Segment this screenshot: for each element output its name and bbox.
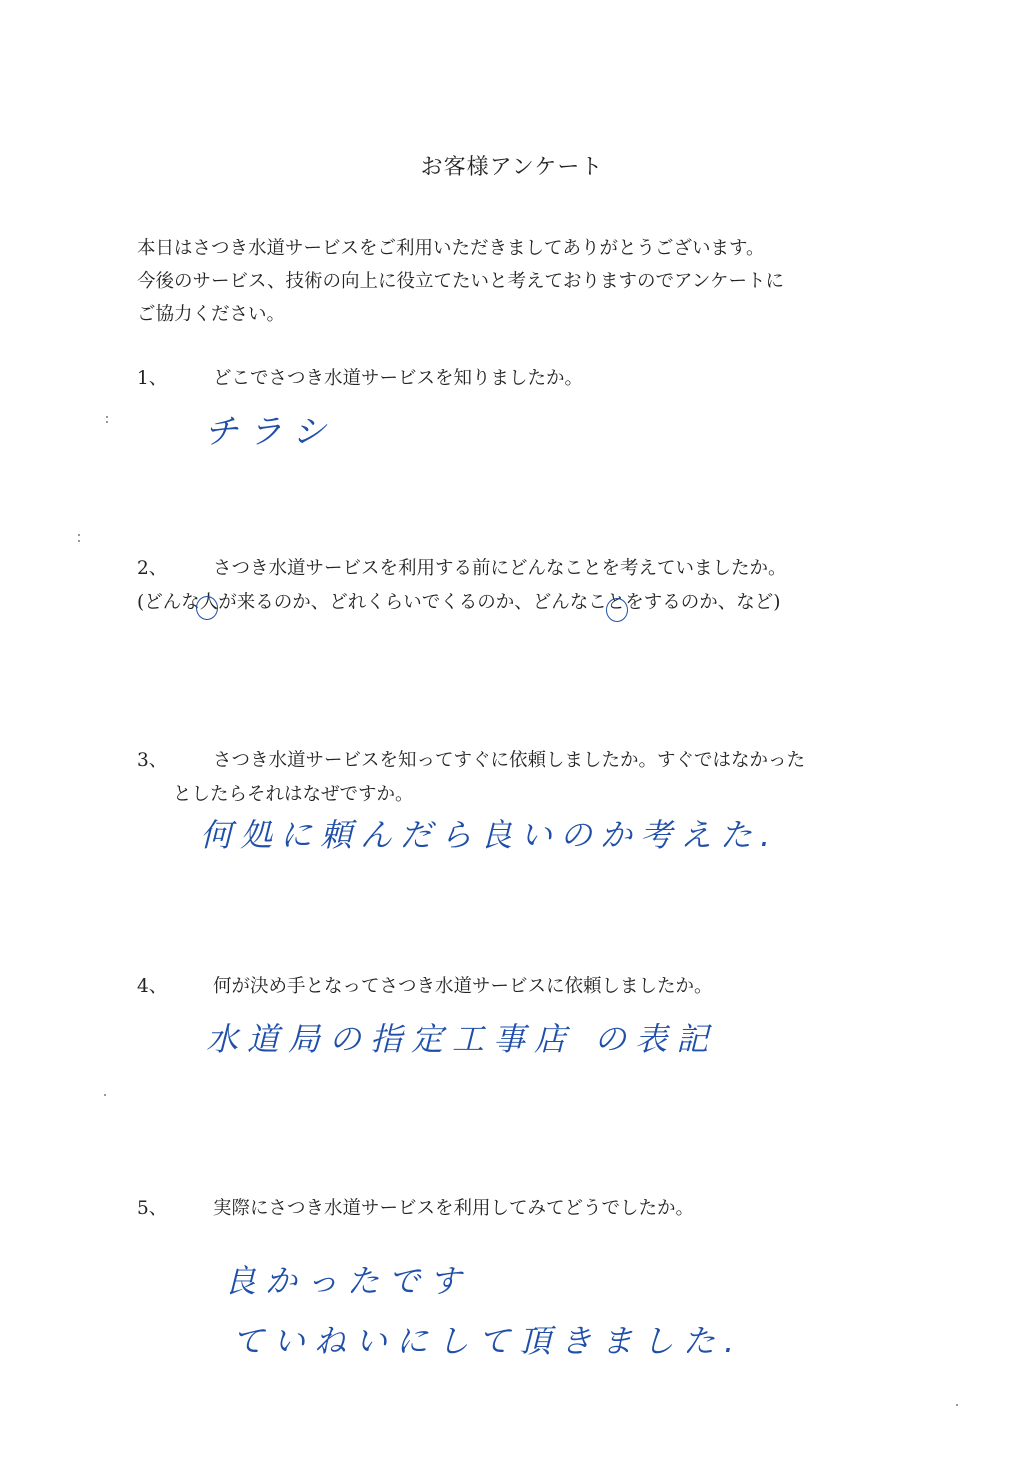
- scan-speck: [956, 1404, 958, 1406]
- question-subtext: としたらそれはなぜですか。: [173, 784, 414, 805]
- question-text: 実際にさつき水道サービスを利用してみてどうでしたか。: [213, 1198, 695, 1219]
- answer-1-handwritten: チラシ: [204, 412, 336, 452]
- intro-line-1: 本日はさつき水道サービスをご利用いただきましてありがとうございます。: [137, 238, 765, 259]
- question-text: どこでさつき水道サービスを知りましたか。: [213, 368, 584, 389]
- page-title: お客様アンケート: [420, 155, 604, 180]
- scan-speck: [78, 534, 80, 536]
- question-subtext: (どんな人が来るのか、どれくらいでくるのか、どんなことをするのか、など): [137, 592, 781, 613]
- answer-5-line-2-handwritten: ていねいにして頂きました.: [232, 1322, 744, 1360]
- answer-5-line-1-handwritten: 良かったです: [224, 1262, 471, 1300]
- question-number: 4、: [137, 976, 168, 997]
- question-text: さつき水道サービスを利用する前にどんなことを考えていましたか。: [213, 558, 787, 579]
- scan-speck: [78, 540, 80, 542]
- intro-line-2: 今後のサービス、技術の向上に役立てたいと考えておりますのでアンケートに: [137, 271, 784, 292]
- scan-speck: [106, 421, 108, 423]
- question-number: 1、: [137, 368, 168, 389]
- scan-speck: [106, 416, 108, 418]
- handwritten-circle-mark: [196, 596, 218, 620]
- handwritten-circle-mark: [606, 598, 628, 622]
- answer-4-handwritten: 水道局の指定工事店 の表記: [206, 1020, 718, 1058]
- question-number: 5、: [137, 1198, 168, 1219]
- question-text: さつき水道サービスを知ってすぐに依頼しましたか。すぐではなかった: [213, 750, 806, 771]
- intro-paragraph: [137, 232, 917, 331]
- question-text: 何が決め手となってさつき水道サービスに依頼しましたか。: [213, 976, 713, 997]
- question-number: 2、: [137, 558, 168, 579]
- intro-line-3: ご協力ください。: [137, 304, 286, 325]
- scan-speck: [104, 1094, 106, 1096]
- question-number: 3、: [137, 750, 168, 771]
- answer-3-handwritten: 何処に頼んだら良いのか考えた.: [200, 816, 779, 854]
